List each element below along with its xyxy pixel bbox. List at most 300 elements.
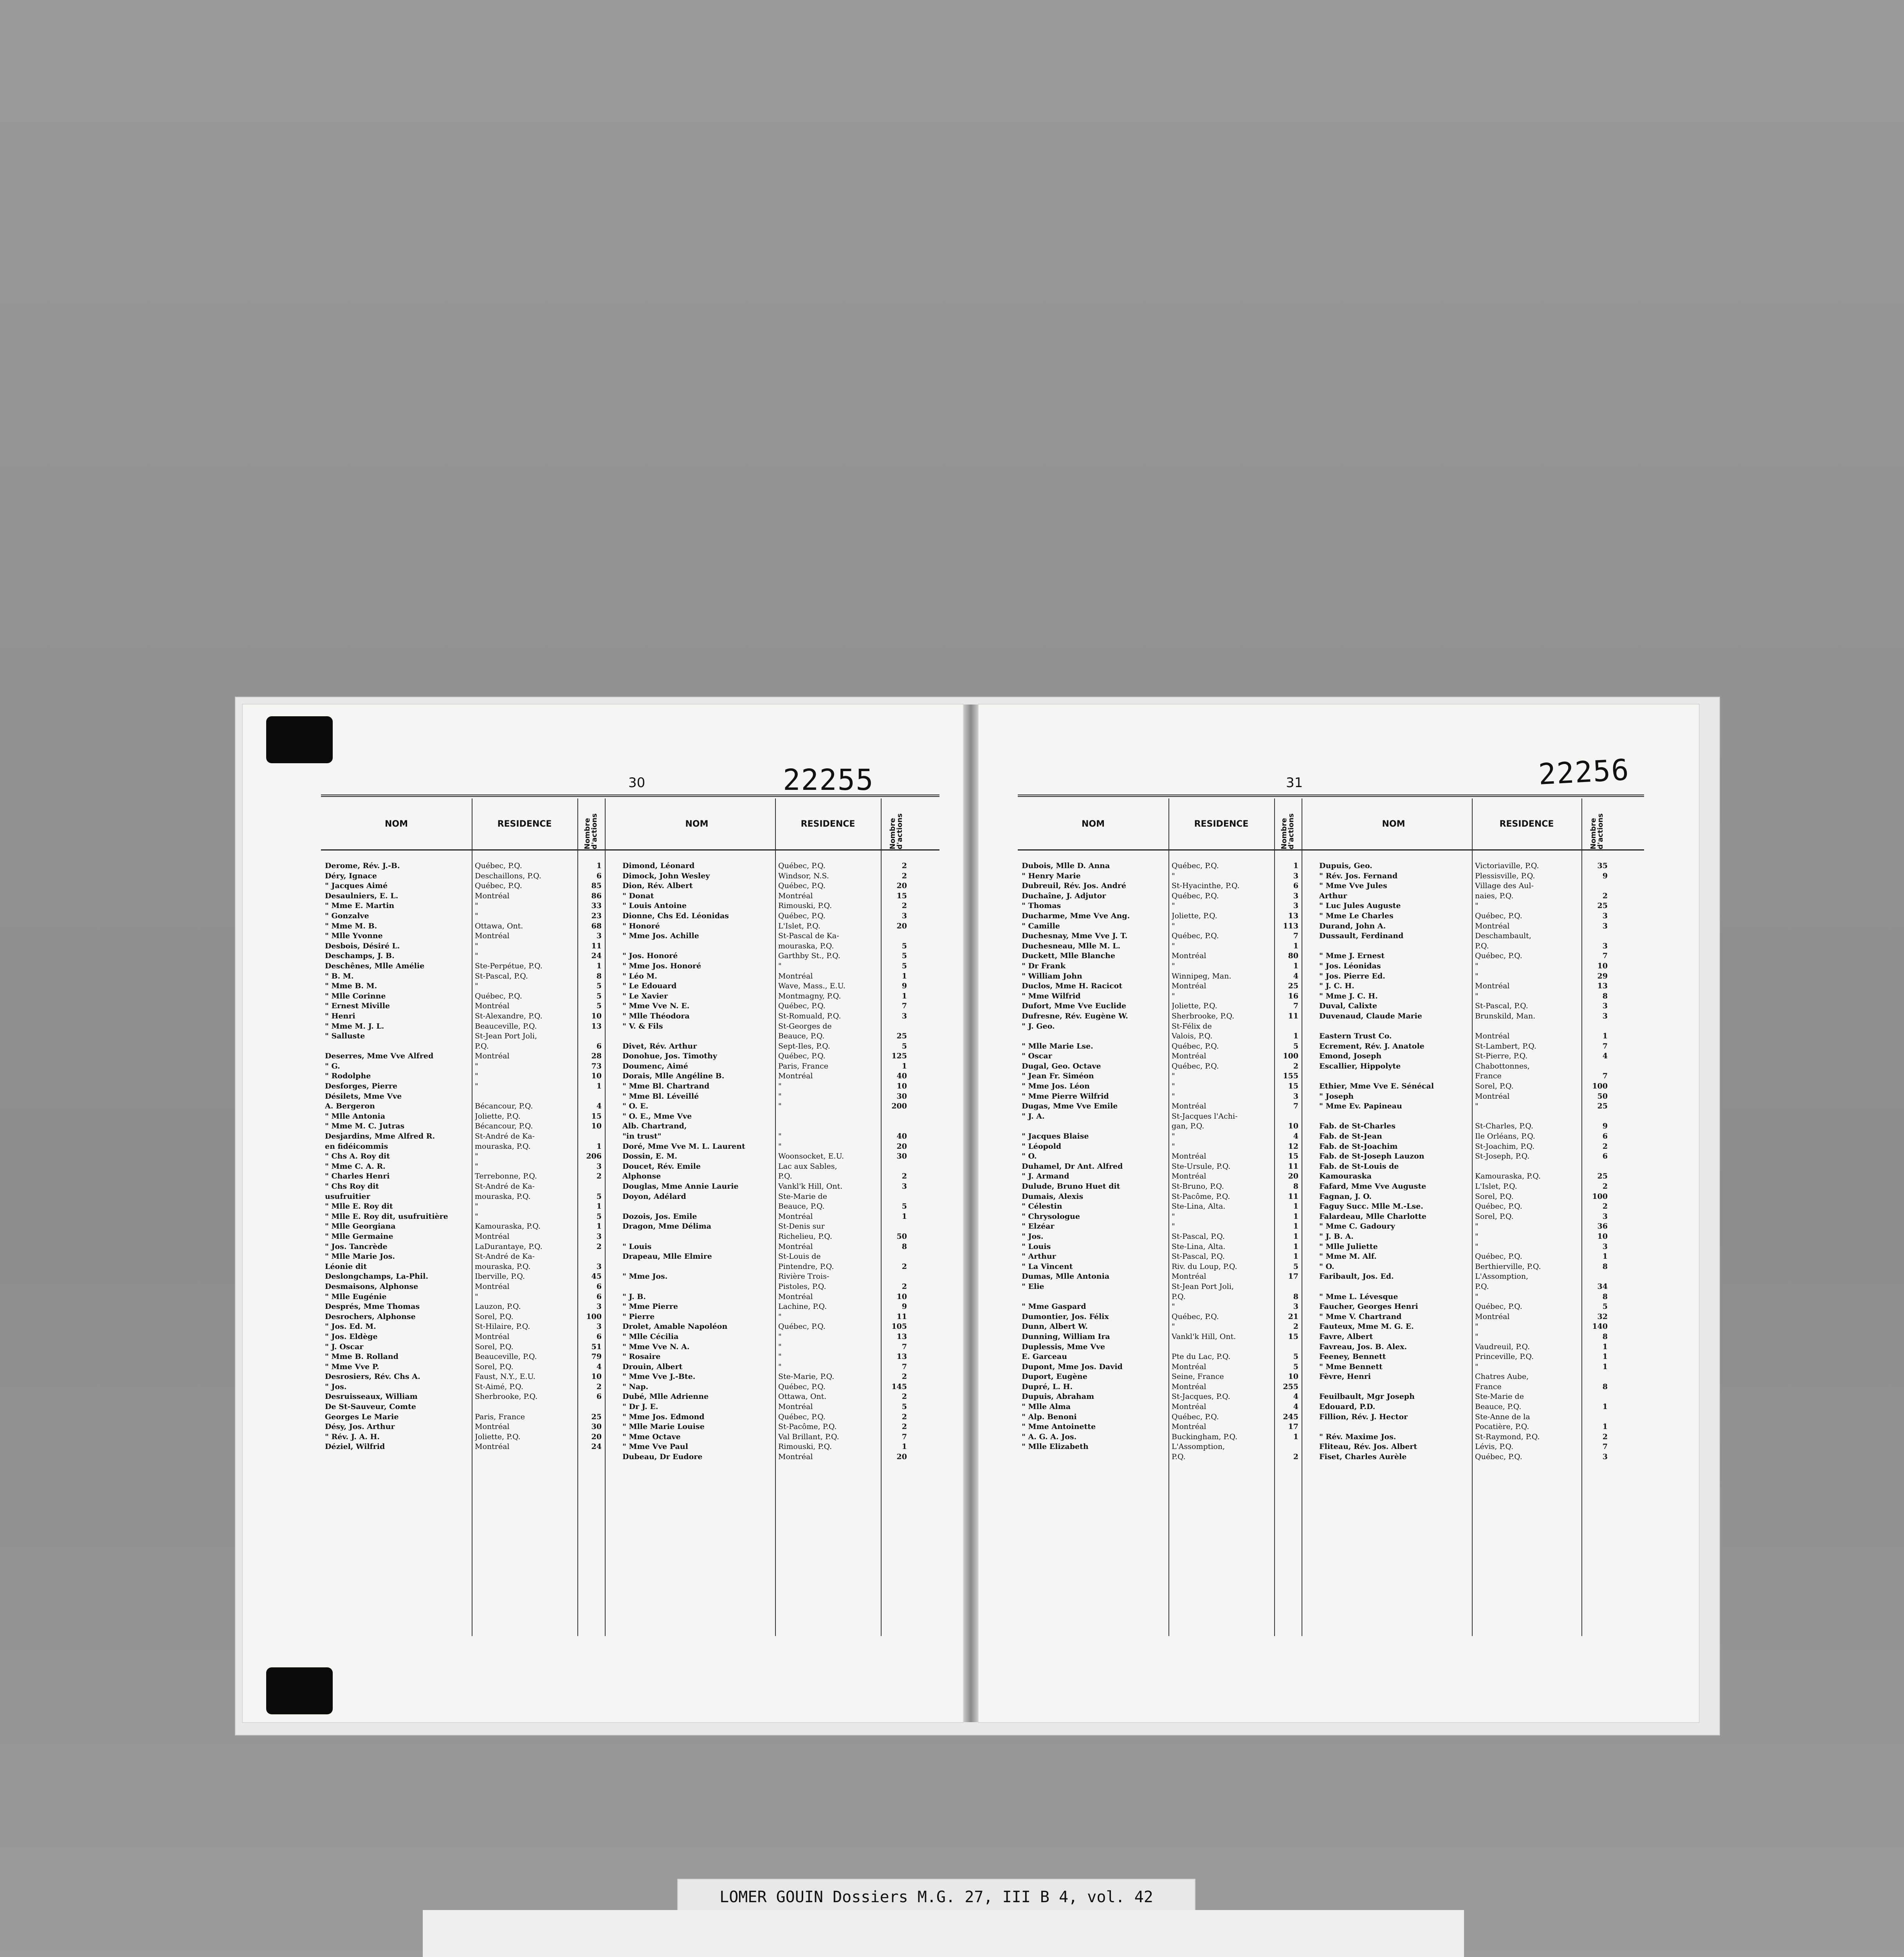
share-count: 3 bbox=[1602, 1242, 1608, 1251]
residence: Montréal bbox=[778, 971, 813, 980]
table-header bbox=[321, 798, 618, 851]
table-row bbox=[1018, 1212, 1315, 1222]
share-count: 6 bbox=[596, 1392, 602, 1401]
shareholder-name: en fidéicommis bbox=[325, 1142, 388, 1151]
shareholder-name: " Mme L. Lévesque bbox=[1319, 1292, 1398, 1301]
share-count: 13 bbox=[1597, 982, 1608, 991]
residence: " bbox=[475, 1212, 478, 1221]
residence: Montréal bbox=[778, 1072, 813, 1081]
archives-card bbox=[423, 1910, 1464, 1957]
share-count: 2 bbox=[1602, 1432, 1608, 1441]
share-count: 3 bbox=[1602, 1011, 1608, 1020]
share-count: 11 bbox=[1288, 1011, 1298, 1020]
shareholder-name: Dubreuil, Rév. Jos. André bbox=[1022, 881, 1126, 890]
residence: Pintendre, P.Q. bbox=[778, 1262, 834, 1271]
table-row bbox=[1018, 981, 1315, 991]
share-count: 3 bbox=[1602, 1212, 1608, 1221]
share-count: 1 bbox=[1293, 1432, 1298, 1441]
residence: " bbox=[475, 1202, 478, 1211]
shareholder-name: " Nap. bbox=[622, 1382, 649, 1391]
table-row bbox=[1315, 1332, 1644, 1342]
residence: " bbox=[475, 1292, 478, 1301]
table-row bbox=[1315, 1112, 1644, 1122]
share-count: 13 bbox=[896, 1332, 907, 1341]
share-count: 10 bbox=[591, 1072, 602, 1081]
residence: St-André de Ka- bbox=[475, 1132, 535, 1141]
shareholder-name: " William John bbox=[1022, 971, 1082, 980]
share-count: 17 bbox=[1288, 1272, 1298, 1281]
table-row bbox=[321, 1322, 618, 1332]
shareholder-name: " Mme Vve P. bbox=[325, 1362, 379, 1371]
shareholder-name: Alphonse bbox=[622, 1172, 661, 1181]
table-row bbox=[1315, 1042, 1644, 1052]
header-nom: NOM bbox=[1382, 819, 1405, 829]
shareholder-name: " Louis bbox=[622, 1242, 652, 1251]
table-row bbox=[618, 951, 939, 961]
residence: Montréal bbox=[1475, 982, 1510, 991]
residence: Ste-Anne de la bbox=[1475, 1412, 1530, 1421]
share-count: 5 bbox=[902, 1202, 907, 1211]
residence: " bbox=[778, 1342, 782, 1351]
share-count: 4 bbox=[596, 1102, 602, 1111]
share-count: 100 bbox=[1592, 1192, 1608, 1201]
table-row bbox=[618, 981, 939, 991]
share-count: 23 bbox=[591, 911, 602, 920]
share-count: 2 bbox=[1602, 1142, 1608, 1151]
residence: " bbox=[1172, 1212, 1175, 1221]
table-row bbox=[321, 1212, 618, 1222]
table-row bbox=[1315, 1121, 1644, 1132]
residence: Rimouski, P.Q. bbox=[778, 1442, 832, 1451]
table-row bbox=[321, 881, 618, 891]
share-count: 17 bbox=[1288, 1422, 1298, 1431]
share-count: 7 bbox=[1293, 1002, 1298, 1011]
residence: St-Pascal, P.Q. bbox=[1172, 1232, 1225, 1241]
share-count: 25 bbox=[1597, 1172, 1608, 1181]
share-count: 5 bbox=[902, 951, 907, 960]
residence: Montréal bbox=[475, 1002, 510, 1011]
share-count: 1 bbox=[1293, 1202, 1298, 1211]
share-count: 10 bbox=[896, 1292, 907, 1301]
table-row bbox=[321, 1312, 618, 1322]
shareholder-name: Duchesnay, Mme Vve J. T. bbox=[1022, 932, 1128, 941]
header-residence: RESIDENCE bbox=[801, 819, 855, 829]
share-count: 2 bbox=[1602, 1182, 1608, 1191]
share-count: 2 bbox=[902, 1372, 907, 1381]
shareholder-name: Dumontier, Jos. Félix bbox=[1022, 1312, 1109, 1321]
shareholder-name: " Mlle Marie Lse. bbox=[1022, 1042, 1093, 1051]
share-count: 25 bbox=[591, 1412, 602, 1421]
residence: Riv. du Loup, P.Q. bbox=[1172, 1262, 1237, 1271]
table-row bbox=[1018, 1051, 1315, 1061]
table-row bbox=[618, 1042, 939, 1052]
shareholder-name: Douglas, Mme Annie Laurie bbox=[622, 1182, 739, 1191]
shareholder-name: " J. A. bbox=[1022, 1112, 1045, 1121]
share-count: 1 bbox=[902, 1442, 907, 1451]
share-count: 8 bbox=[596, 971, 602, 980]
shareholder-name: Dumas, Mlle Antonia bbox=[1022, 1272, 1110, 1281]
table-row bbox=[1018, 1182, 1315, 1192]
row-list bbox=[1315, 861, 1644, 1636]
binder-clip bbox=[266, 716, 333, 763]
table-row bbox=[618, 1051, 939, 1061]
shareholder-name: " Mme Vve Paul bbox=[622, 1442, 688, 1451]
table-row bbox=[321, 1011, 618, 1022]
share-count: 2 bbox=[1293, 1322, 1298, 1331]
table-row bbox=[1315, 1071, 1644, 1081]
shareholder-name: Fab. de St-Charles bbox=[1319, 1122, 1396, 1131]
shareholder-name: " Henry Marie bbox=[1022, 871, 1081, 880]
shareholder-name: " Mlle Eugénie bbox=[325, 1292, 387, 1301]
shareholder-name: " Léopold bbox=[1022, 1142, 1062, 1151]
residence: Lachine, P.Q. bbox=[778, 1302, 827, 1311]
header-nom: NOM bbox=[685, 819, 709, 829]
residence: Paris, France bbox=[778, 1061, 828, 1070]
shareholder-name: " Gonzalve bbox=[325, 911, 369, 920]
shareholder-name: " Mme J. C. H. bbox=[1319, 991, 1378, 1000]
residence: Québec, P.Q. bbox=[1172, 1042, 1219, 1051]
table-row bbox=[1315, 911, 1644, 921]
table-row bbox=[1315, 891, 1644, 901]
residence: Québec, P.Q. bbox=[778, 1052, 826, 1061]
table-row bbox=[1018, 1151, 1315, 1162]
share-count: 1 bbox=[1293, 1252, 1298, 1261]
shareholder-name: Dimond, Léonard bbox=[622, 861, 695, 870]
residence: Québec, P.Q. bbox=[1172, 1412, 1219, 1421]
residence: Montréal bbox=[778, 1452, 813, 1461]
residence: Sorel, P.Q. bbox=[475, 1312, 514, 1321]
share-count: 1 bbox=[902, 1061, 907, 1070]
residence: Victoriaville, P.Q. bbox=[1475, 861, 1539, 870]
share-count: 1 bbox=[1293, 941, 1298, 950]
table-row bbox=[321, 1081, 618, 1092]
shareholder-name: Déry, Ignace bbox=[325, 871, 377, 880]
share-count: 4 bbox=[1293, 971, 1298, 980]
residence: Montréal bbox=[1172, 1172, 1206, 1181]
residence: Lac aux Sables, bbox=[778, 1162, 837, 1171]
share-count: 1 bbox=[1293, 1222, 1298, 1231]
share-count: 20 bbox=[896, 881, 907, 890]
share-count: 8 bbox=[1293, 1182, 1298, 1191]
shareholder-name: " O. E. bbox=[622, 1102, 649, 1111]
table-row bbox=[618, 1292, 939, 1302]
residence: " bbox=[778, 1082, 782, 1091]
table-row bbox=[1018, 921, 1315, 932]
shareholder-name: E. Garceau bbox=[1022, 1352, 1067, 1361]
shareholder-name: Dionne, Chs Ed. Léonidas bbox=[622, 911, 729, 920]
table-row bbox=[321, 1162, 618, 1172]
residence: St-Félix de bbox=[1172, 1022, 1212, 1031]
table-row bbox=[1315, 1252, 1644, 1262]
table-row bbox=[618, 961, 939, 971]
shareholder-name: " Dr J. E. bbox=[622, 1402, 658, 1411]
shareholder-name: Duchesneau, Mlle M. L. bbox=[1022, 941, 1121, 950]
residence: Montréal bbox=[1475, 1032, 1510, 1041]
table-row bbox=[321, 1242, 618, 1252]
share-count: 2 bbox=[902, 1392, 907, 1401]
table-row bbox=[1315, 1272, 1644, 1282]
table-row bbox=[1018, 961, 1315, 971]
shareholder-name: "in trust" bbox=[622, 1132, 662, 1141]
table-row bbox=[1018, 1112, 1315, 1122]
residence: P.Q. bbox=[1172, 1452, 1186, 1461]
share-count: 8 bbox=[1602, 1382, 1608, 1391]
residence: Montréal bbox=[778, 1242, 813, 1251]
share-count: 2 bbox=[902, 1172, 907, 1181]
residence: Ste-Marie de bbox=[778, 1192, 827, 1201]
table-row bbox=[1018, 1262, 1315, 1272]
shareholder-name: " Thomas bbox=[1022, 901, 1061, 910]
shareholder-name: " Camille bbox=[1022, 921, 1060, 930]
table-row bbox=[1315, 1352, 1644, 1362]
share-count: 8 bbox=[902, 1242, 907, 1251]
residence: Vaudreuil, P.Q. bbox=[1475, 1342, 1530, 1351]
residence: Québec, P.Q. bbox=[778, 1382, 826, 1391]
residence: Montréal bbox=[1475, 921, 1510, 930]
share-count: 10 bbox=[1288, 1122, 1298, 1131]
share-count: 29 bbox=[1597, 971, 1608, 980]
table-row bbox=[1315, 1142, 1644, 1152]
share-count: 1 bbox=[596, 1222, 602, 1231]
share-count: 10 bbox=[1288, 1372, 1298, 1381]
share-count: 3 bbox=[1293, 1302, 1298, 1311]
table-row bbox=[1315, 1031, 1644, 1042]
residence: Chabottonnes, bbox=[1475, 1061, 1530, 1070]
table-row bbox=[321, 941, 618, 951]
table-row bbox=[1018, 1022, 1315, 1032]
table-row bbox=[1315, 1432, 1644, 1442]
table-row bbox=[1315, 1422, 1644, 1432]
table-row bbox=[1018, 1322, 1315, 1332]
share-count: 113 bbox=[1283, 921, 1298, 930]
share-count: 2 bbox=[902, 1262, 907, 1271]
share-count: 13 bbox=[896, 1352, 907, 1361]
collection-label-strip: LOMER GOUIN Dossiers M.G. 27, III B 4, vol. 42 bbox=[677, 1879, 1195, 1916]
table-row bbox=[1315, 1192, 1644, 1202]
share-count: 1 bbox=[1602, 1252, 1608, 1261]
residence: St-André de Ka- bbox=[475, 1182, 535, 1191]
shareholder-name: Escallier, Hippolyte bbox=[1319, 1061, 1401, 1070]
table-row bbox=[618, 1422, 939, 1432]
table-row bbox=[1315, 1151, 1644, 1162]
shareholder-name: " Le Edouard bbox=[622, 982, 677, 991]
shareholder-name: Eastern Trust Co. bbox=[1319, 1032, 1392, 1041]
table-row bbox=[321, 971, 618, 982]
share-count: 2 bbox=[1293, 1061, 1298, 1070]
residence: Rimouski, P.Q. bbox=[778, 901, 832, 910]
share-count: 245 bbox=[1283, 1412, 1298, 1421]
table-row bbox=[1315, 941, 1644, 951]
table-row bbox=[1315, 1132, 1644, 1142]
shareholder-name: " Mme Bennett bbox=[1319, 1362, 1383, 1371]
table-row bbox=[618, 1081, 939, 1092]
shareholder-name: " J. Geo. bbox=[1022, 1022, 1055, 1031]
residence: St-Pascal, P.Q. bbox=[1172, 1252, 1225, 1261]
shareholder-name: " Oscar bbox=[1022, 1052, 1052, 1061]
residence: naies, P.Q. bbox=[1475, 891, 1514, 900]
residence: Sept-Iles, P.Q. bbox=[778, 1042, 830, 1051]
residence: Vankl'k Hill, Ont. bbox=[1172, 1332, 1236, 1341]
shareholder-name: Doré, Mme Vve M. L. Laurent bbox=[622, 1142, 745, 1151]
table-row bbox=[1018, 1332, 1315, 1342]
share-count: 3 bbox=[1293, 1092, 1298, 1101]
table-row bbox=[1315, 1342, 1644, 1352]
residence: France bbox=[1475, 1072, 1502, 1081]
share-count: 7 bbox=[902, 1432, 907, 1441]
shareholder-name: " J. B. A. bbox=[1319, 1232, 1354, 1241]
shareholder-name: Drapeau, Mlle Elmire bbox=[622, 1252, 712, 1261]
table-row bbox=[618, 1352, 939, 1362]
table-row bbox=[1018, 1352, 1315, 1362]
share-count: 3 bbox=[902, 1182, 907, 1191]
share-count: 4 bbox=[1293, 1132, 1298, 1141]
shareholder-name: Dupont, Mme Jos. David bbox=[1022, 1362, 1123, 1371]
shareholder-name: Doyon, Adélard bbox=[622, 1192, 686, 1201]
residence: Kamouraska, P.Q. bbox=[475, 1222, 541, 1231]
share-count: 11 bbox=[1288, 1192, 1298, 1201]
table-row bbox=[618, 931, 939, 941]
share-count: 1 bbox=[596, 861, 602, 870]
residence: Québec, P.Q. bbox=[1172, 1061, 1219, 1070]
share-count: 3 bbox=[1293, 871, 1298, 880]
table-row bbox=[1315, 1011, 1644, 1022]
share-count: 20 bbox=[896, 1452, 907, 1461]
shareholder-name: " Mlle E. Roy dit, usufruitière bbox=[325, 1212, 448, 1221]
share-count: 1 bbox=[596, 1082, 602, 1091]
shareholder-name: " Arthur bbox=[1022, 1252, 1056, 1261]
residence: Québec, P.Q. bbox=[778, 1412, 826, 1421]
shareholder-name: " Donat bbox=[622, 891, 654, 900]
shareholder-name: Dupuis, Abraham bbox=[1022, 1392, 1094, 1401]
table-row bbox=[1315, 951, 1644, 961]
residence: " bbox=[475, 1072, 478, 1081]
table-row bbox=[1315, 921, 1644, 932]
shareholder-name: Duplessis, Mme Vve bbox=[1022, 1342, 1105, 1351]
table-row bbox=[321, 1362, 618, 1372]
residence: Montréal bbox=[475, 1232, 510, 1241]
share-count: 8 bbox=[1602, 1332, 1608, 1341]
table-row bbox=[1018, 1001, 1315, 1011]
residence: P.Q. bbox=[1172, 1292, 1186, 1301]
shareholder-name: " A. G. A. Jos. bbox=[1022, 1432, 1077, 1441]
share-count: 105 bbox=[891, 1322, 907, 1331]
share-count: 2 bbox=[902, 901, 907, 910]
table-row bbox=[1315, 1322, 1644, 1332]
shareholder-name: Desrosiers, Rév. Chs A. bbox=[325, 1372, 420, 1381]
shareholder-name: " Mlle Germaine bbox=[325, 1232, 393, 1241]
table-row bbox=[321, 1342, 618, 1352]
shareholder-name: " Mlle Théodora bbox=[622, 1011, 690, 1020]
shareholder-name: Faribault, Jos. Ed. bbox=[1319, 1272, 1394, 1281]
residence: LaDurantaye, P.Q. bbox=[475, 1242, 543, 1251]
shareholder-name: " G. bbox=[325, 1061, 340, 1070]
shareholder-name: Ecrement, Rév. J. Anatole bbox=[1319, 1042, 1424, 1051]
residence: " bbox=[778, 1352, 782, 1361]
residence: " bbox=[778, 1102, 782, 1111]
share-count: 100 bbox=[1283, 1052, 1298, 1061]
table-row bbox=[321, 1272, 618, 1282]
shareholder-name: " Mme Le Charles bbox=[1319, 911, 1394, 920]
shareholder-name: " Jos. Eldège bbox=[325, 1332, 378, 1341]
table-row bbox=[321, 1302, 618, 1312]
table-row bbox=[1018, 1081, 1315, 1092]
header-nom: NOM bbox=[1081, 819, 1105, 829]
table-row bbox=[1018, 1392, 1315, 1402]
share-count: 206 bbox=[586, 1152, 602, 1161]
shareholder-name: Dion, Rév. Albert bbox=[622, 881, 693, 890]
share-count: 6 bbox=[1293, 881, 1298, 890]
residence: Faust, N.Y., E.U. bbox=[475, 1372, 536, 1381]
residence: Wave, Mass., E.U. bbox=[778, 982, 846, 991]
share-count: 3 bbox=[902, 1011, 907, 1020]
table-row bbox=[1018, 931, 1315, 941]
residence: " bbox=[1172, 1302, 1175, 1311]
share-count: 5 bbox=[596, 1192, 602, 1201]
residence: Bécancour, P.Q. bbox=[475, 1122, 533, 1131]
table-row bbox=[321, 1092, 618, 1102]
table-half-left bbox=[321, 795, 618, 1636]
share-count: 8 bbox=[1602, 1292, 1608, 1301]
table-row bbox=[618, 1232, 939, 1242]
table-row bbox=[618, 1001, 939, 1011]
residence: St-Bruno, P.Q. bbox=[1172, 1182, 1224, 1191]
table-row bbox=[618, 1212, 939, 1222]
shareholder-name: A. Bergeron bbox=[325, 1102, 375, 1111]
shareholder-name: " Mlle E. Roy dit bbox=[325, 1202, 393, 1211]
share-count: 3 bbox=[1293, 891, 1298, 900]
shareholder-name: " Mme Vve Jules bbox=[1319, 881, 1387, 890]
shareholder-name: Dulude, Bruno Huet dit bbox=[1022, 1182, 1120, 1191]
shareholder-name: " Elie bbox=[1022, 1282, 1044, 1291]
shareholder-name: Désy, Jos. Arthur bbox=[325, 1422, 395, 1431]
table-row bbox=[618, 1452, 939, 1462]
residence: " bbox=[1172, 1072, 1175, 1081]
table-row bbox=[1315, 1402, 1644, 1412]
residence: St-Alexandre, P.Q. bbox=[475, 1011, 543, 1020]
table-row bbox=[618, 1071, 939, 1081]
shareholder-name: Desrochers, Alphonse bbox=[325, 1312, 416, 1321]
shareholder-name: Kamouraska bbox=[1319, 1172, 1372, 1181]
share-count: 100 bbox=[1592, 1082, 1608, 1091]
share-count: 3 bbox=[596, 1232, 602, 1241]
table-row bbox=[321, 1432, 618, 1442]
page-number: 30 bbox=[628, 775, 645, 791]
share-count: 10 bbox=[896, 1082, 907, 1091]
residence: Woonsocket, E.U. bbox=[778, 1152, 844, 1161]
share-count: 5 bbox=[596, 991, 602, 1000]
shareholder-name: " Ernest Miville bbox=[325, 1002, 390, 1011]
shareholder-table bbox=[321, 795, 939, 1636]
shareholder-name: Fliteau, Rév. Jos. Albert bbox=[1319, 1442, 1417, 1451]
table-row bbox=[1315, 1212, 1644, 1222]
shareholder-name: " Elzéar bbox=[1022, 1222, 1055, 1231]
shareholder-name: Dugal, Geo. Octave bbox=[1022, 1061, 1101, 1070]
residence: Montmagny, P.Q. bbox=[778, 991, 841, 1000]
header-actions: Nombre d'actions bbox=[583, 813, 599, 849]
table-row bbox=[1018, 901, 1315, 911]
share-count: 24 bbox=[591, 951, 602, 960]
residence: " bbox=[778, 1132, 782, 1141]
table-row bbox=[618, 1402, 939, 1412]
residence: Beauce, P.Q. bbox=[778, 1202, 825, 1211]
residence: Montréal bbox=[475, 1332, 510, 1341]
shareholder-name: " J. B. bbox=[622, 1292, 646, 1301]
header-actions: Nombre d'actions bbox=[1280, 813, 1295, 849]
share-count: 25 bbox=[1288, 982, 1298, 991]
table-row bbox=[1315, 961, 1644, 971]
residence: St-Jean Port Joli, bbox=[1172, 1282, 1234, 1291]
residence: St-Charles, P.Q. bbox=[1475, 1122, 1534, 1131]
